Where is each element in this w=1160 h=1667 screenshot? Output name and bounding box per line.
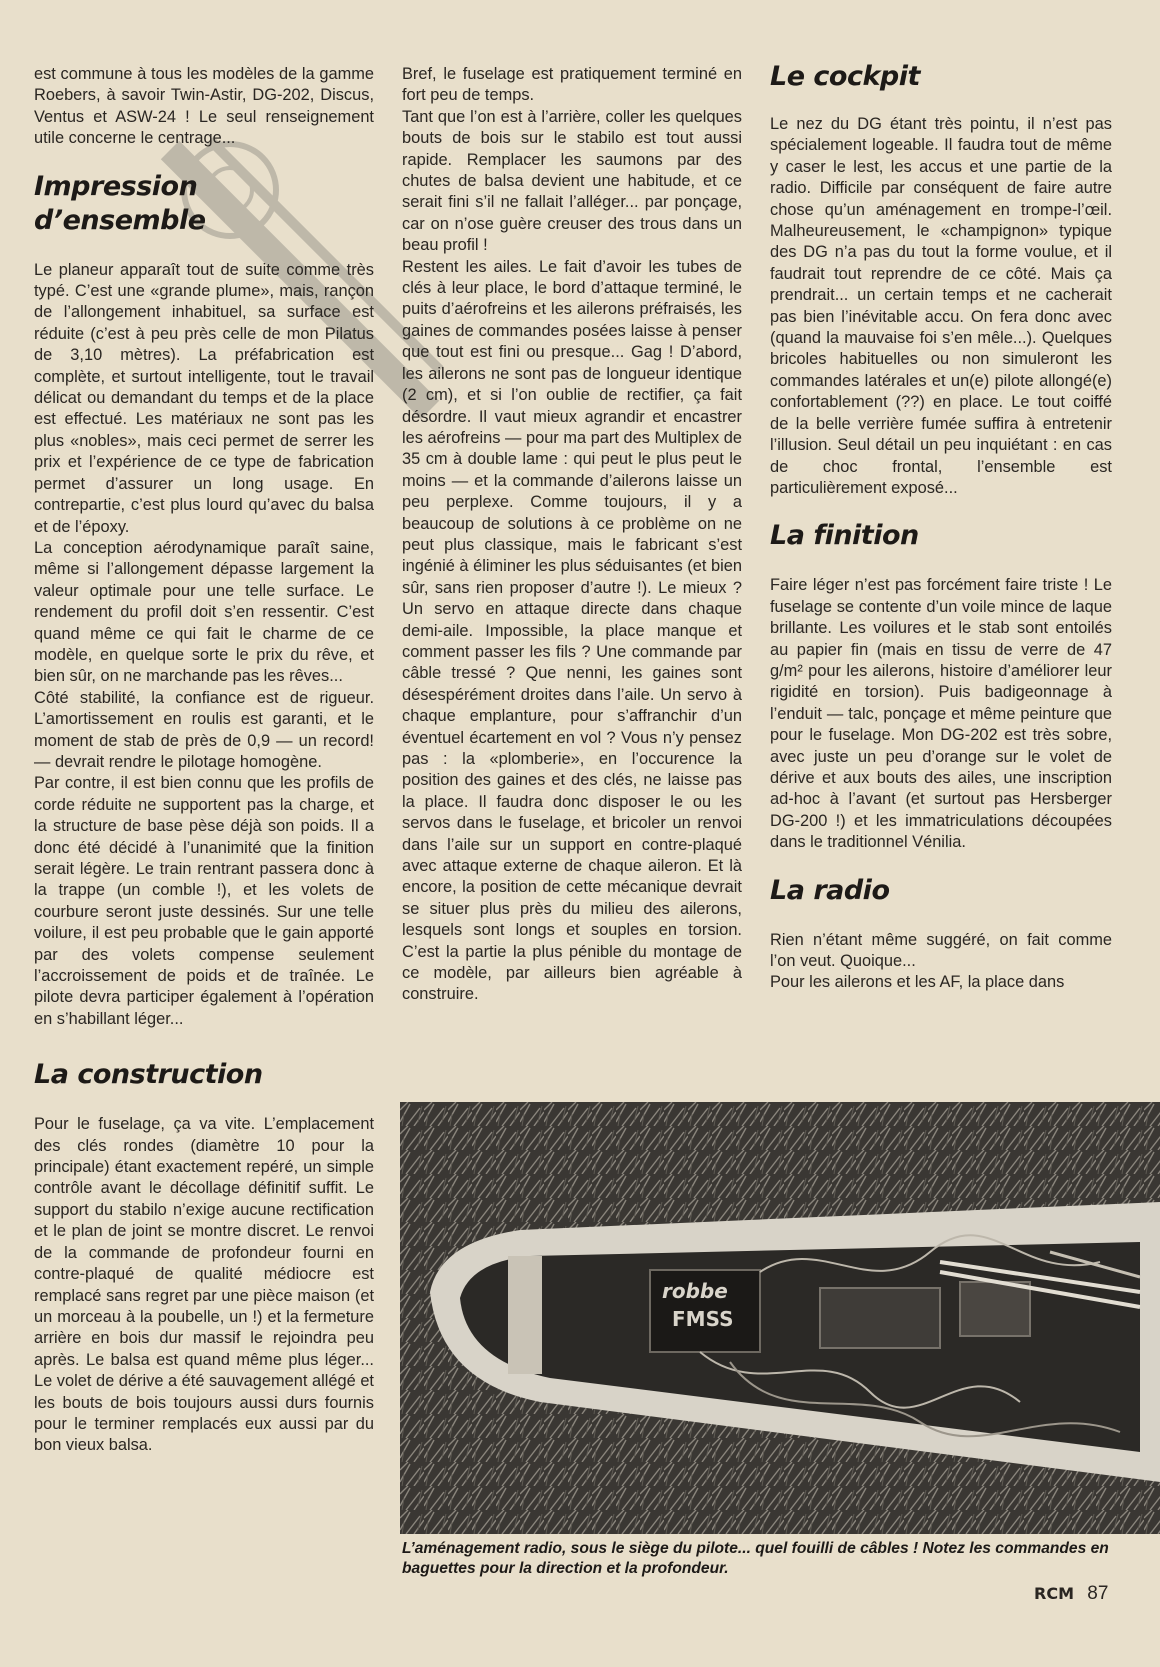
paragraph: Bref, le fuselage est pratiquement terminé en fort peu de temps. [402,65,742,105]
receiver-model-label: FMSS [672,1307,734,1331]
section-heading-impression: Impression d’ensemble [34,170,206,236]
paragraph: Faire léger n’est pas forcément faire triste ! Le fuselage se contente d’un voile mince de laque brillante. Les voilures et le stab sont entoilés au papier fin (mais en tissu de verre de 47 g/m² pour les ailerons, histoire d’améliorer leur rigidité en torsion). Puis badigeonnage à l’enduit — talc, ponçage et même peinture que pour le fuselage. Mon DG-202 est très sobre, avec juste un peu d’orange sur le volet de dérive et aux bouts des ailes, une inscription ad-hoc à l’avant (et surtout pas Hersberger DG-200 !) et les immatriculations découpées dans le traditionnel Vénilia. [770,576,1112,852]
fuselage-photo [400,1102,1160,1534]
section-heading-finition: La finition [770,520,919,552]
column-2 [402,64,742,1006]
page-number: 87 [1087,1583,1109,1604]
paragraph: Par contre, il est bien connu que les profils de corde réduite ne supportent pas la charge, et la structure de base pèse déjà son poids. Il a donc été décidé à l’unanimité que la finition serait légère. Le train rentrant passera donc à la trappe (un comble !), et les volets de courbure seront juste dessinés. Sur une telle voilure, il est peu probable que le gain apporté par des volets compense seulement l’accroissement de poids et de traînée. Le pilote devra participer également à l’opération en s’habillant léger... [34,774,374,1028]
paragraph: La conception aérodynamique paraît saine, même si l’allongement dépasse largement la valeur optimale pour une telle surface. Le rendement du profil doit s’en ressentir. C’est quand même ce qui fait le charme de ce modèle, en quelque sorte le prix du rêve, et bien sûr, on ne marchande pas les rêves... [34,538,374,686]
section-heading-construction: La construction [34,1059,263,1091]
paragraph: Tant que l’on est à l’arrière, coller les quelques bouts de bois sur le stabilo est tout aussi rapide. Remplacer les saumons par des chutes de balsa devient une habitude, et ce serait fini s’il ne fallait l’alléger... par ponçage, car on n’ose guère creuser des trous dans un beau profil ! [402,107,742,255]
fuselage-photo-illustration [400,1102,1160,1534]
section-heading-cockpit: Le cockpit [770,61,920,92]
paragraph: est commune à tous les modèles de la gamme Roebers, à savoir Twin-Astir, DG-202, Discus, Ventus et ASW-24 ! Le seul renseignement utile concerne le centrage... [34,65,374,148]
paragraph: Restent les ailes. Le fait d’avoir les tubes de clés à leur place, le bord d’attaque terminé, le puits d’aérofreins et les ailerons préfraisés, les gaines de commandes posées laisse à penser que tout est fini ou presque... Gag ! D’abord, les ailerons ne sont pas de longueur identique (2 cm), et si l’on oublie de rectifier, ça fait désordre. Il vaut mieux agrandir et encastrer les aérofreins — pour ma part des Multiplex de 35 cm à double lame : qui peut le plus peut le moins — et la commande d’ailerons laisse un peu perplexe. Comme toujours, il y a beaucoup de solutions à ce problème on ne peut plus classique, mais le fabricant s’est ingénié à éliminer les plus séduisantes (et bien sûr, sans rien proposer d’autre !). Le mieux ? Un servo en attaque directe dans chaque demi-aile. Impossible, la place manque et comment passer les fils ? Une commande par câble tressé ? Que nenni, les gaines sont désespérément droites dans l’aile. Un servo à chaque emplanture, pour s’affranchir d’un éventuel écartement en vol ? Vous n’y pensez pas : la «plomberie», en l’occurence la position des gaines et des clés, ne laisse pas la place. Il faudra donc disposer le ou les servos dans le fuselage, et bricoler un renvoi dans l’aile sur un support en contre-plaqué avec attaque externe de chaque aileron. Et là encore, la position de cette mécanique devrait se situer plus près du milieu des ailerons, lesquels sont longs et souples en torsion. C’est la partie la plus pénible du montage de ce modèle, par ailleurs bien agréable à construire. [402,257,742,1004]
paragraph: Rien n’étant même suggéré, on fait comme l’on veut. Quoique... [770,930,1112,970]
paragraph: Côté stabilité, la confiance est de rigueur. L’amortissement en roulis est garanti, et le moment de stab de près de 0,9 — un record! — devrait rendre le pilotage homogène. [34,688,374,771]
paragraph: Pour le fuselage, ça va vite. L’emplacement des clés rondes (diamètre 10 pour la principale) étant exactement repéré, un simple contrôle avant le décollage définitif suffit. Le support du stabilo n’exige aucune rectification et le plan de joint se montre discret. Le renvoi de la commande de profondeur fourni en contre-plaqué de qualité médiocre est remplacé sans regret par une pièce maison (et un morceau à la poubelle, un !) et la fermeture arrière en bois dur massif le rejoindra peu après. Le balsa est quand même plus léger... Le volet de dérive a été sauvagement allégé et les bouts de bois toujours aussi durs fournis pour le terminer remplacés eux aussi par du bon vieux balsa. [34,1115,374,1455]
receiver-brand-label: robbe [662,1279,728,1303]
column-1 [34,64,374,1457]
paragraph: Le planeur apparaît tout de suite comme très typé. C’est une «grande plume», mais, rançon de l’allongement inhabituel, sa surface est réduite (c’est à peu près celle de mon Pilatus de 3,10 mètres). La préfabrication est complète, et surtout intelligente, tout le travail délicat ou demandant du temps et de la place est effectué. Les matériaux ne sont pas les plus «nobles», mais ceci permet de serrer les prix et l’expérience de ce type de fabrication permet d’assurer un long usage. En contrepartie, c’est plus lourd qu’avec du balsa et de l’époxy. [34,260,374,536]
paragraph: Pour les ailerons et les AF, la place dans [770,973,1065,992]
column-3 [770,60,1112,994]
photo-caption: L’aménagement radio, sous le siège du pilote... quel fouilli de câbles ! Notez les commandes en baguettes pour la direction et la profondeur. [402,1540,1109,1577]
page-footer [1034,1583,1108,1605]
section-heading-radio: La radio [770,874,890,906]
paragraph: Le nez du DG étant très pointu, il n’est pas spécialement logeable. Il faudra tout de même y caser le lest, les accus et une partie de la radio. Difficile par conséquent de faire autre chose qu’un aménagement en trompe-l’œil. Malheureusement, le «champignon» typique des DG n’a pas du tout la forme voulue, et il faudrait tout reprendre de ce côté. Mais ça prendrait... un certain temps et ne cacherait pas bien l’inévitable accu. On fera donc avec (quand la mauvaise foi s’en mêle...). Quelques bricoles habituelles ou non simuleront les commandes latérales et un(e) pilote allongé(e) confortablement (??) en place. Le tout coiffé de la belle verrière fumée suffira à entretenir l’illusion. Seul détail un peu inquiétant : en cas de choc frontal, l’ensemble est particulièrement exposé... [770,115,1112,497]
magazine-name: RCM [1034,1584,1074,1603]
